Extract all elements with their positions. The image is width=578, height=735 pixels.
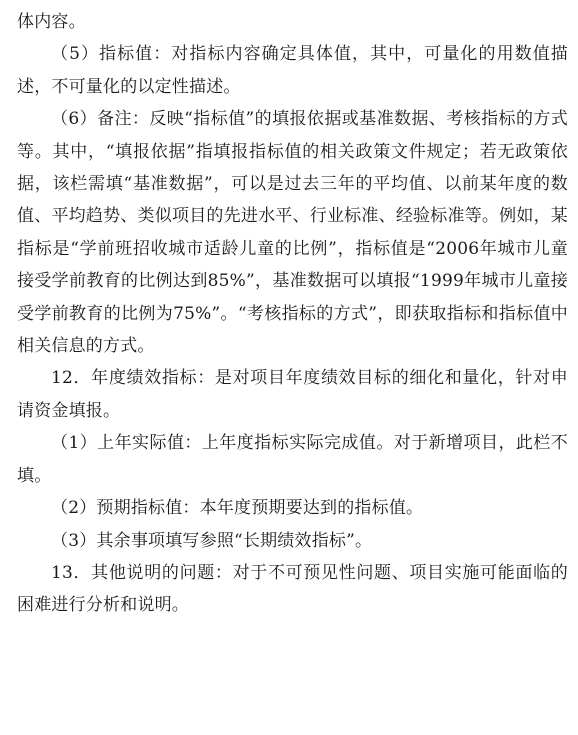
paragraph-expected-indicator-value: （2）预期指标值：本年度预期要达到的指标值。 xyxy=(51,498,424,519)
paragraph-remarks: （6）备注：反映“指标值”的填报依据或基准数据、考核指标的方式等。其中，“填报依据”指填报指标值的相关政策文件规定；若无政策依据，该栏需填“基准数据”，可以是过去三年的平均值、以前某年度的数值、平均趋势、类似项目的先进水平、行业标准、经验标准等。例如，某指标是“学前班招收城市适龄儿童的比例”，指标值是“2006年城市儿童接受学前教育的比例达到85%”，基准数据可以填报“1999年城市儿童接受学前教育的比例为75%”。“考核指标的方式”，即获取指标和指标值中相关信息的方式。 xyxy=(17,109,568,357)
paragraph-other-notes: 13．其他说明的问题：对于不可预见性问题、项目实施可能面临的困难进行分析和说明。 xyxy=(17,562,568,616)
paragraph-annual-performance-indicators: 12．年度绩效指标：是对项目年度绩效目标的细化和量化，针对申请资金填报。 xyxy=(17,368,568,421)
paragraph-last-year-actual-value: （1）上年实际值：上年度指标实际完成值。对于新增项目，此栏不填。 xyxy=(17,433,568,486)
paragraph-continuation: 体内容。 xyxy=(17,12,86,32)
paragraph-indicator-value: （5）指标值：对指标内容确定具体值，其中，可量化的用数值描述，不可量化的以定性描述。 xyxy=(17,44,568,97)
paragraph-other-items: （3）其余事项填写参照“长期绩效指标”。 xyxy=(51,530,373,551)
